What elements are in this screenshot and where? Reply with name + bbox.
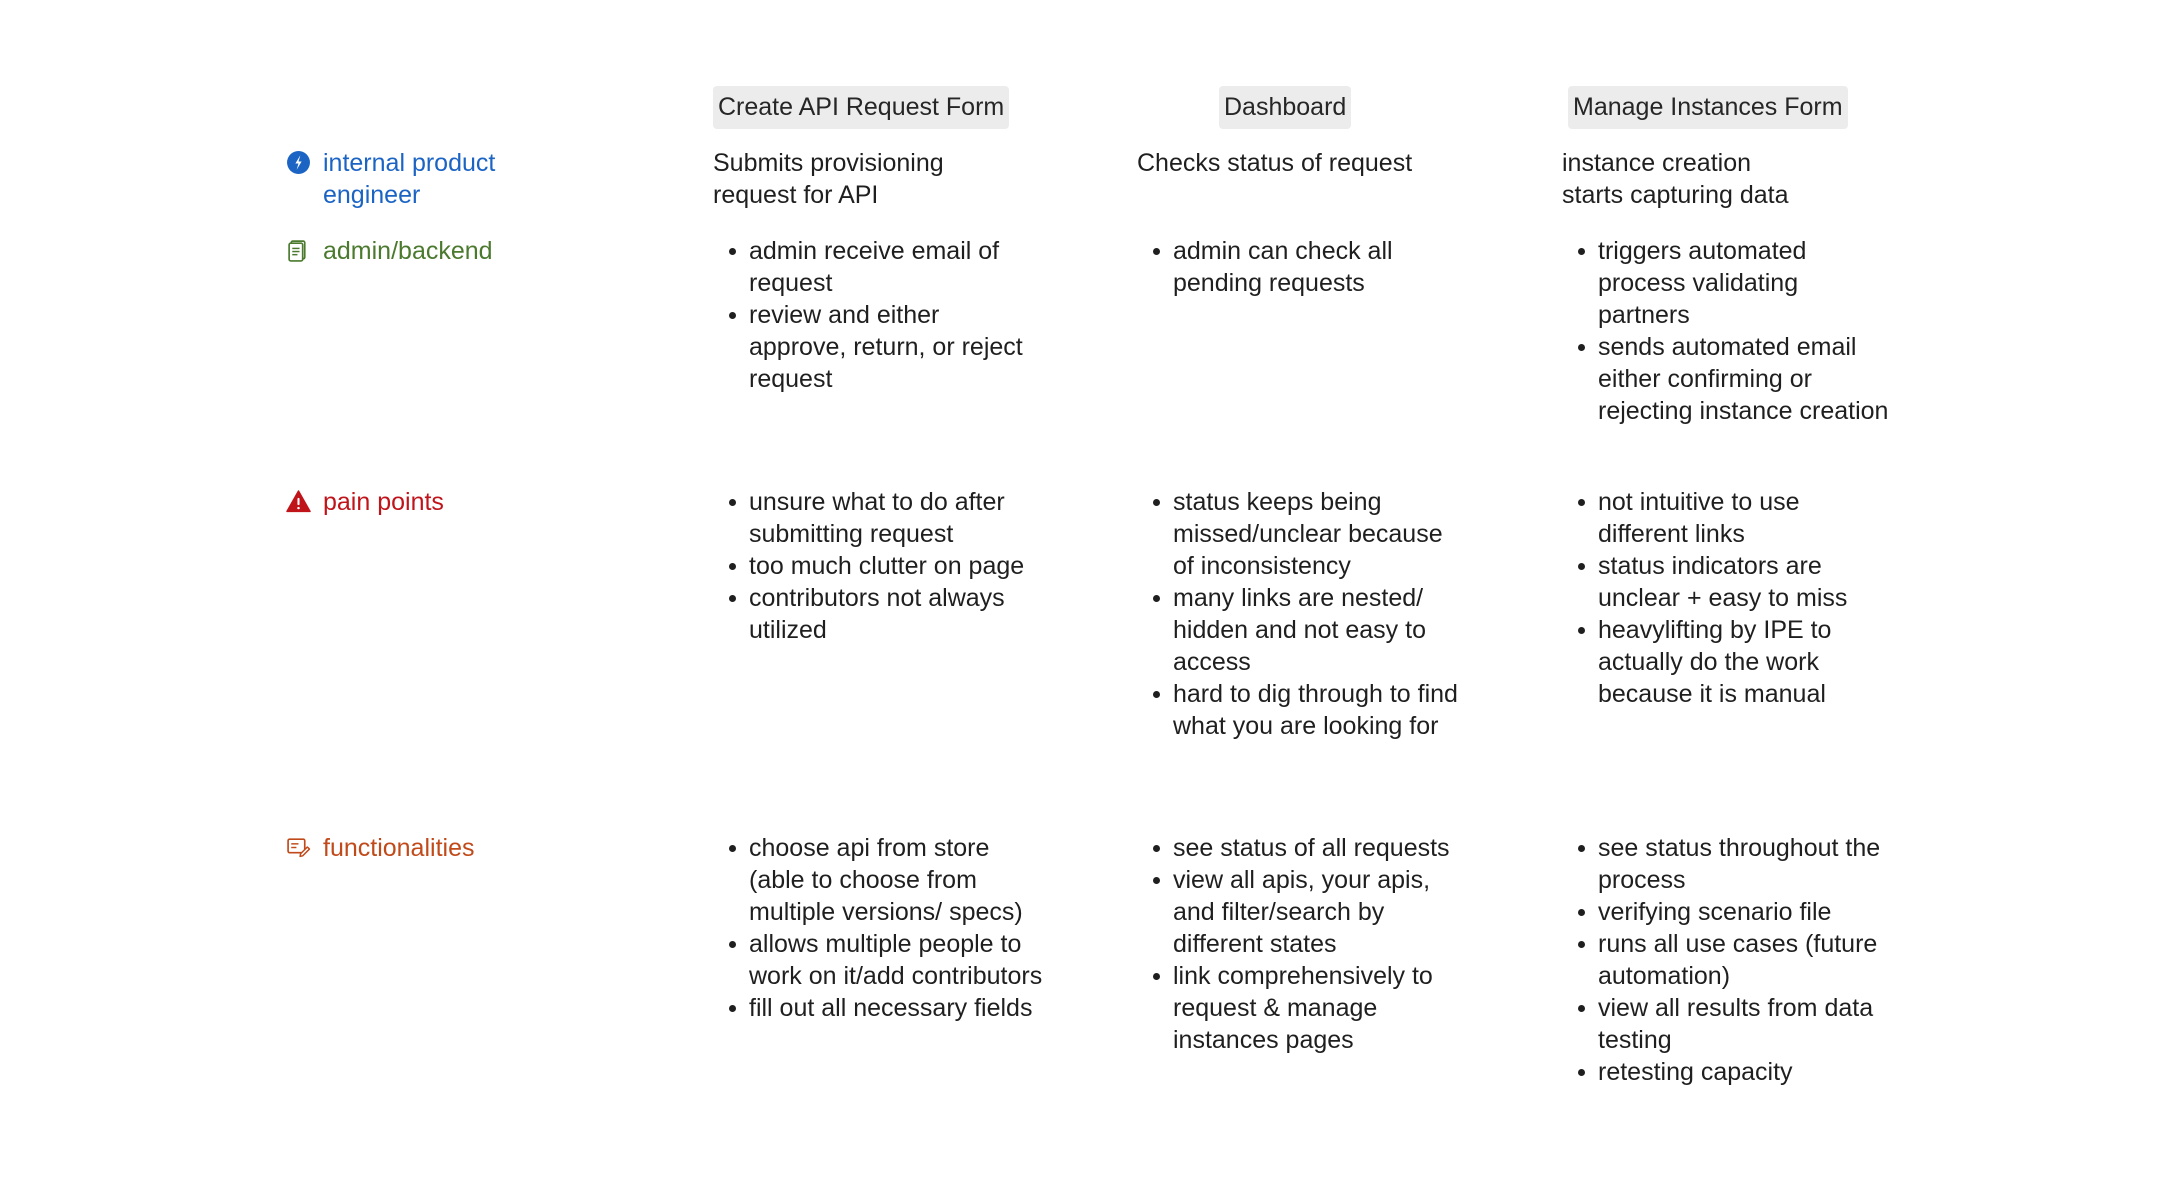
list-item: fill out all necessary fields [749,992,1043,1024]
list-item: view all apis, your apis, and filter/search by different states [1173,864,1467,960]
cell-text: Checks status of request [1137,149,1413,177]
list-item: see status of all requests [1173,832,1467,864]
list-item: status indicators are unclear + easy to miss [1598,550,1892,614]
cell-ipe-manage-instances-form [1562,147,1892,211]
cell-func-create-api-request-form [713,832,1043,1024]
list-item: not intuitive to use different links [1598,486,1892,550]
cell-pain-create-api-request-form [713,486,1043,646]
bullet-list [1137,832,1467,1056]
list-item: contributors not always utilized [749,582,1043,646]
bullet-list [1562,235,1892,427]
list-item: unsure what to do after submitting request [749,486,1043,550]
bullet-list [1562,832,1892,1088]
column-header-create-api-request-form: Create API Request Form [713,86,1009,129]
list-item: hard to dig through to find what you are looking for [1173,678,1467,742]
cell-pain-dashboard [1137,486,1467,742]
lightning-circle-icon [286,150,311,175]
cell-ipe-dashboard [1137,147,1467,179]
list-item: admin can check all pending requests [1173,235,1467,299]
bullet-list [1562,486,1892,710]
edit-form-icon [286,835,311,860]
bullet-list [713,486,1043,646]
row-label-pain-points [286,486,586,518]
document-icon [286,238,311,263]
cell-text: Submits provisioning request for API [713,149,944,209]
bullet-list [1137,235,1467,299]
list-item: verifying scenario file [1598,896,1892,928]
bullet-list [1137,486,1467,742]
cell-pain-manage-instances-form [1562,486,1892,710]
list-item: too much clutter on page [749,550,1043,582]
list-item: status keeps being missed/unclear because of inconsistency [1173,486,1467,582]
row-label-text: admin/backend [323,237,493,265]
row-label-admin-backend [286,235,586,267]
cell-text: instance creation starts capturing data [1562,149,1789,209]
row-label-functionalities [286,832,586,864]
list-item: choose api from store (able to choose from multiple versions/ specs) [749,832,1043,928]
list-item: review and either approve, return, or reject request [749,299,1043,395]
list-item: link comprehensively to request & manage instances pages [1173,960,1467,1056]
bullet-list [713,832,1043,1024]
list-item: runs all use cases (future automation) [1598,928,1892,992]
list-item: heavylifting by IPE to actually do the work because it is manual [1598,614,1892,710]
cell-ipe-create-api-request-form [713,147,1043,211]
cell-admin-dashboard [1137,235,1467,299]
list-item: triggers automated process validating partners [1598,235,1892,331]
list-item: allows multiple people to work on it/add contributors [749,930,1043,990]
list-item: see status throughout the process [1598,832,1892,896]
row-label-text: internal product engineer [323,149,496,209]
column-header-dashboard: Dashboard [1219,86,1351,129]
row-label-text: functionalities [323,834,475,862]
warning-triangle-icon [286,489,311,514]
cell-admin-create-api-request-form [713,235,1043,395]
cell-admin-manage-instances-form [1562,235,1892,427]
list-item: admin receive email of request [749,235,1043,299]
row-label-text: pain points [323,488,444,516]
list-item: sends automated email either confirming or rejecting instance creation [1598,331,1892,427]
column-header-manage-instances-form: Manage Instances Form [1568,86,1848,129]
bullet-list [713,235,1043,395]
cell-func-dashboard [1137,832,1467,1056]
list-item: many links are nested/ hidden and not easy to access [1173,582,1467,678]
list-item: view all results from data testing [1598,992,1892,1056]
cell-func-manage-instances-form [1562,832,1892,1088]
row-label-internal-product-engineer [286,147,586,211]
list-item: retesting capacity [1598,1056,1892,1088]
